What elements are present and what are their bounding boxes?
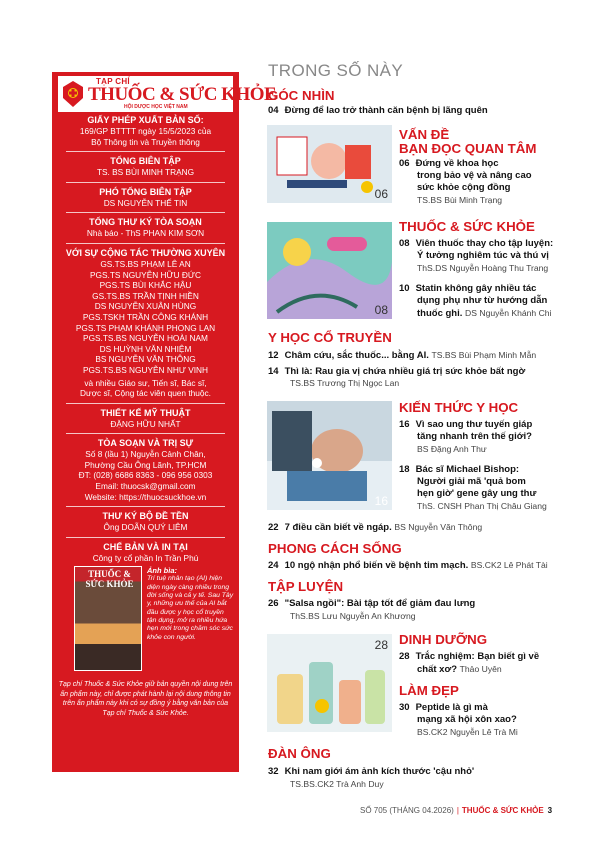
entry-page: 04	[268, 105, 279, 116]
fiber-bottles-photo	[267, 634, 392, 732]
entry-page: 10	[399, 283, 410, 294]
toc-entry[interactable]	[268, 521, 588, 534]
section-van-de-line2: BẠN ĐỌC QUAN TÂM	[399, 141, 537, 156]
cover-masthead: THUỐC & SỨC KHỎE	[85, 569, 134, 590]
logo-title: THUỐC & SỨC KHỎE	[88, 84, 277, 105]
entry-title-line: mạng xã hội xôn xao?	[417, 714, 517, 725]
entry-page: 18	[399, 464, 410, 475]
entry-title-line: chất xơ?	[417, 664, 458, 675]
entry-title: Thì là: Rau gia vị chứa nhiều giá trị sức khỏe bất ngờ	[284, 366, 526, 377]
collaborator-name: GS.TS.BS TRẦN TỊNH HIỀN	[92, 290, 199, 301]
divider	[66, 151, 225, 152]
toc-entry[interactable]	[268, 349, 588, 362]
cover-caption-body: Trí tuệ nhân tạo (AI) hiện diện ngày càng nhiều trong đời sống và cả y tế. Sau Tây y, những ưu thế của AI bắt đầu được y học cổ truyền tận dụng, mở ra nhiều hứa hẹn mới trong chăm sóc sức khỏe con người.	[147, 575, 234, 641]
toc-entry[interactable]	[399, 238, 599, 274]
divider	[66, 403, 225, 404]
divider	[66, 433, 225, 434]
cover-section	[52, 566, 239, 676]
entry-page: 28	[399, 651, 410, 662]
editor-name: TS. BS BÙI MINH TRẠNG	[96, 167, 195, 178]
toc-entry[interactable]	[399, 419, 599, 455]
thumbnail-number: 08	[374, 303, 388, 317]
entry-page: 30	[399, 702, 410, 713]
collaborators-block	[52, 248, 239, 399]
thumbnail-06	[267, 125, 392, 203]
science-illustration	[267, 125, 392, 203]
divider	[66, 182, 225, 183]
advertising-name: Ông DOÃN QUÝ LIÊM	[103, 522, 188, 533]
section-goc-nhin: GÓC NHÌN	[268, 88, 335, 103]
section-lam-dep: LÀM ĐẸP	[399, 683, 459, 698]
thumbnail-08	[267, 222, 392, 319]
entry-page: 08	[399, 238, 410, 249]
license-line: Bộ Thông tin và Truyền thông	[91, 136, 200, 147]
deputy-heading: PHÓ TỔNG BIÊN TẬP	[99, 186, 192, 197]
toc-entry[interactable]	[399, 464, 599, 512]
page-number: 3	[547, 806, 553, 815]
entry-title-line: Statin không gây nhiều tác	[415, 283, 537, 294]
entry-author: BS.CK2 Lê Phát Tài	[470, 560, 548, 570]
collaborator-name: BS NGUYỄN VĂN THÔNG	[95, 354, 196, 365]
entry-author: ThS. CNSH Phan Thị Châu Giang	[417, 501, 547, 511]
section-dan-ong: ĐÀN ÔNG	[268, 746, 331, 761]
entry-page: 22	[268, 522, 279, 533]
printing-block	[52, 542, 239, 564]
entry-author: TS.BS Bùi Phạm Minh Mẫn	[431, 350, 537, 360]
divider	[66, 506, 225, 507]
divider	[66, 537, 225, 538]
license-line: 169/GP BTTTT ngày 15/5/2023 của	[79, 126, 212, 136]
section-thuoc-suc-khoe: THUỐC & SỨC KHỎE	[399, 219, 535, 234]
secretary-name: Nhà báo - ThS PHAN KIM SƠN	[86, 228, 205, 239]
entry-title-line: Người giải mã 'quả bom	[417, 476, 526, 487]
thumbnail-28	[267, 634, 392, 732]
footer-separator: |	[456, 806, 459, 815]
toc-entry[interactable]	[399, 702, 599, 738]
thumbnail-number: 16	[374, 494, 388, 508]
entry-author: Thảo Uyên	[459, 664, 502, 674]
collaborator-name: PGS.TS BÙI KHẮC HẬU	[99, 280, 192, 291]
entry-title: 7 điều cần biết về ngáp.	[284, 522, 392, 533]
emblem-icon	[62, 80, 84, 108]
collaborator-name: DS NGUYỄN XUÂN HÙNG	[94, 301, 197, 312]
collaborators-note: và nhiều Giáo sư, Tiến sĩ, Bác sĩ,	[84, 377, 207, 388]
entry-title-line: trong bảo vệ và nâng cao	[417, 170, 532, 181]
office-email: Email: thuocsk@gmail.com	[95, 481, 196, 492]
entry-title-line: Vì sao ung thư tuyến giáp	[415, 419, 533, 430]
toc-entry[interactable]	[268, 366, 588, 378]
footer-brand: THUỐC & SỨC KHỎE	[461, 806, 544, 815]
collaborator-name: PGS.TSKH TRẦN CÔNG KHÁNH	[82, 311, 209, 322]
entry-title-line: thuốc ghi.	[417, 308, 463, 319]
collaborators-heading: VỚI SỰ CỘNG TÁC THƯỜNG XUYÊN	[65, 247, 226, 258]
collaborator-name: PGS.TS NGUYỄN HỮU ĐỨC	[90, 269, 201, 280]
divider	[66, 212, 225, 213]
deputy-editor-block	[52, 187, 239, 209]
art-design-block	[52, 408, 239, 430]
secretary-heading: TỔNG THƯ KÝ TÒA SOẠN	[89, 217, 202, 228]
office-website: Website: https://thuocsuckhoe.vn	[84, 491, 207, 502]
office-block	[52, 438, 239, 502]
collaborator-name: DS HUỲNH VĂN NHIỆM	[99, 343, 192, 354]
toc-entry[interactable]	[399, 158, 589, 206]
toc-entry[interactable]	[268, 559, 588, 572]
toc-entry[interactable]	[268, 598, 588, 610]
entry-page: 24	[268, 560, 279, 571]
section-dinh-duong: DINH DƯỠNG	[399, 632, 488, 647]
entry-page: 16	[399, 419, 410, 430]
entry-title-line: Ý tưởng nghiêm túc và thú vị	[417, 250, 549, 261]
section-phong-cach-song: PHONG CÁCH SỐNG	[268, 541, 402, 556]
entry-author: BS.CK2 Nguyễn Lê Trà Mi	[417, 727, 518, 737]
entry-title: Khi nam giới ám ảnh kích thước 'cậu nhỏ'	[284, 766, 475, 777]
printing-name: Công ty cổ phần In Trần Phú	[92, 552, 199, 563]
entry-title: "Salsa ngồi": Bài tập tốt để giảm đau lưng	[284, 598, 476, 609]
entry-title: 10 ngộ nhận phổ biến về bệnh tim mạch.	[284, 560, 469, 571]
divider	[66, 243, 225, 244]
entry-author: ThS.DS Nguyễn Hoàng Thu Trang	[417, 263, 549, 273]
entry-title-line: tăng nhanh trên thế giới?	[417, 431, 532, 442]
entry-title-line: dụng phụ như từ hướng dẫn	[417, 295, 548, 306]
collaborator-name: PGS.TS PHẠM KHÁNH PHONG LAN	[75, 322, 216, 333]
office-line: Số 8 (lầu 1) Nguyễn Cảnh Chân,	[85, 449, 206, 460]
entry-author: TS.BS Bùi Minh Trạng	[417, 195, 503, 205]
entry-title-line: hẹn giờ' gene gây ung thư	[417, 488, 537, 499]
section-tap-luyen: TẬP LUYỆN	[268, 579, 344, 594]
entry-author: BS Đặng Anh Thư	[417, 444, 487, 454]
pill-illustration	[267, 222, 392, 319]
entry-title: Châm cứu, sắc thuốc... bằng AI.	[284, 350, 429, 361]
entry-page: 26	[268, 598, 279, 609]
section-y-hoc-co-truyen: Y HỌC CỔ TRUYỀN	[268, 330, 392, 345]
secretary-block	[52, 217, 239, 239]
advertising-heading: THƯ KÝ BỘ ĐỀ TỀN	[102, 511, 189, 522]
collaborator-name: PGS.TS.BS NGUYỄN HOÀI NAM	[83, 333, 208, 344]
thyroid-exam-photo	[267, 401, 392, 510]
cover-caption-title: Ảnh bìa:	[147, 566, 177, 576]
collaborators-note: Dược sĩ, Cộng tác viên quen thuộc.	[80, 388, 211, 399]
office-phone: ĐT: (028) 6686 8363 - 096 956 0303	[78, 470, 213, 481]
cover-thumbnail	[74, 566, 142, 671]
entry-author: TS.BS Trương Thị Ngọc Lan	[290, 378, 400, 388]
section-kien-thuc-y-hoc: KIẾN THỨC Y HỌC	[399, 400, 519, 415]
license-block	[52, 115, 239, 147]
entry-title-line: Đứng về khoa học	[415, 158, 499, 169]
thumbnail-number: 28	[374, 638, 388, 652]
logo-small-text: TẠP CHÍ	[96, 77, 130, 86]
entry-author: ThS.BS Lưu Nguyễn An Khương	[290, 611, 416, 621]
collaborator-name: PGS.TS.BS NGUYỄN NHƯ VINH	[82, 364, 209, 375]
entry-title-line: Trắc nghiệm: Bạn biết gì về	[415, 651, 540, 662]
page-footer	[360, 806, 552, 815]
logo-subtitle: HỘI DƯỢC HỌC VIỆT NAM	[124, 104, 188, 110]
entry-author: BS Nguyễn Văn Thông	[394, 522, 483, 532]
toc-entry[interactable]	[399, 651, 599, 676]
art-name: ĐẶNG HỮU NHẤT	[110, 418, 181, 429]
entry-title-line: Bác sĩ Michael Bishop:	[415, 464, 520, 475]
entry-page: 12	[268, 350, 279, 361]
collaborator-name: GS.TS.BS PHẠM LÊ AN	[100, 258, 191, 269]
toc-entry[interactable]	[268, 766, 588, 778]
entry-title-line: Viên thuốc thay cho tập luyện:	[415, 238, 554, 249]
copyright-disclaimer: Tạp chí Thuốc & Sức Khỏe giữ bản quyền nội dung trên ấn phẩm này, chỉ được phát hành lại nội dung thông tin trên ấn phẩm này khi có sự đồng ý bằng văn bản của Tạp chí Thuốc & Sức Khỏe.	[58, 681, 233, 717]
entry-page: 32	[268, 766, 279, 777]
printing-heading: CHẾ BẢN VÀ IN TẠI	[103, 541, 188, 552]
advertising-block	[52, 511, 239, 533]
issue-number: SỐ 705 (THÁNG 04.2026)	[360, 806, 454, 815]
art-heading: THIẾT KẾ MỸ THUẬT	[100, 407, 191, 418]
toc-entry[interactable]	[268, 105, 568, 117]
cover-caption	[147, 566, 235, 641]
entry-author: TS.BS.CK2 Trà Anh Duy	[290, 779, 384, 789]
entry-page: 14	[268, 366, 279, 377]
office-line: Phường Cầu Ông Lãnh, TP.HCM	[84, 459, 207, 470]
license-heading: GIẤY PHÉP XUẤT BẢN SỐ:	[87, 115, 204, 125]
deputy-name: DS NGUYỄN THẾ TIN	[103, 197, 188, 208]
office-heading: TÒA SOẠN VÀ TRỊ SỰ	[97, 438, 194, 449]
thumbnail-16	[267, 401, 392, 510]
entry-author: DS Nguyễn Khánh Chi	[465, 308, 552, 318]
thumbnail-number: 06	[374, 187, 388, 201]
toc-entry[interactable]	[399, 283, 599, 320]
entry-title-line: Peptide là gì mà	[415, 702, 488, 713]
editor-in-chief-block	[52, 156, 239, 178]
entry-title-line: sức khỏe cộng đồng	[417, 182, 511, 193]
entry-page: 06	[399, 158, 410, 169]
toc-title: TRONG SỐ NÀY	[268, 61, 404, 80]
editor-heading: TỔNG BIÊN TẬP	[110, 156, 181, 167]
section-van-de-line1: VẤN ĐỀ	[399, 127, 450, 142]
entry-title: Đừng để lao trở thành căn bệnh bị lãng quên	[284, 105, 488, 116]
